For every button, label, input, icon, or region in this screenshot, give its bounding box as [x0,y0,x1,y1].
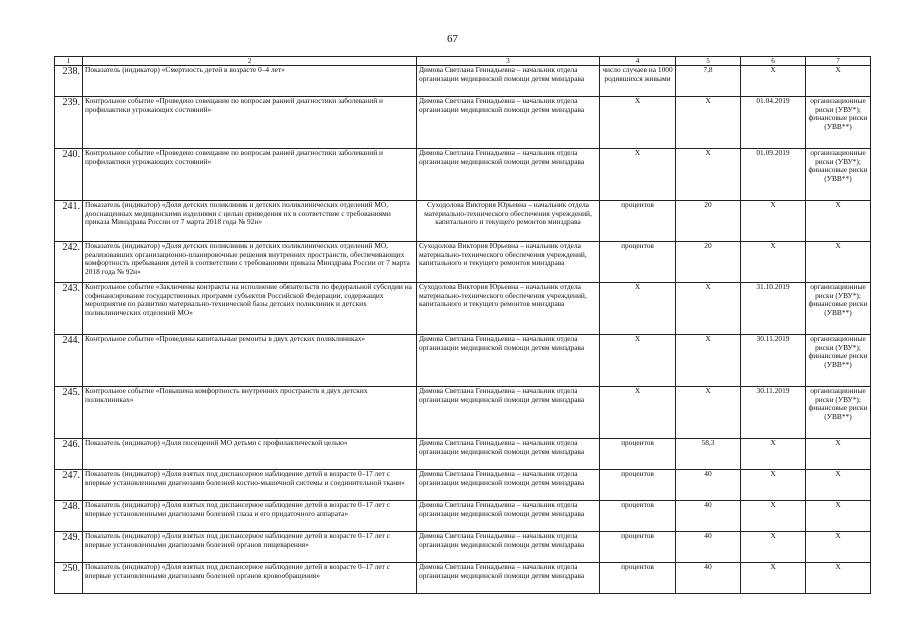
responsible-person: Димова Светлана Геннадьевна – начальник отдела организации медицинской помощи детям минздрава [417,501,600,532]
deadline-date: 30.11.2019 [741,335,806,387]
target-value: 20 [676,242,741,283]
row-number: 244. [55,335,83,387]
target-value: X [676,335,741,387]
risk-type: X [806,532,871,563]
indicators-table [54,56,871,594]
deadline-date: 01.09.2019 [741,149,806,201]
row-number: 238. [55,66,83,97]
deadline-date: X [741,563,806,594]
row-number: 250. [55,563,83,594]
header-cell: 5 [676,57,741,66]
unit-of-measure: процентов [600,242,676,283]
row-number: 245. [55,387,83,439]
indicator-name: Показатель (индикатор) «Смертность детей в возрасте 0–4 лет» [83,66,417,97]
indicator-name: Показатель (индикатор) «Доля взятых под диспансерное наблюдение детей в возрасте 0–17 лет с впервые установленными диагнозами болезней органов пищеварения» [83,532,417,563]
target-value: X [676,149,741,201]
responsible-person: Суходолова Виктория Юрьевна – начальник отдела материально-технического обеспечения учреждений, капитального и текущего ремонтов минздрава [417,242,600,283]
unit-of-measure: X [600,283,676,335]
risk-type: организационные риски (УВУ*); финансовые риски (УВВ**) [806,335,871,387]
table-row [55,335,871,387]
target-value: X [676,97,741,149]
unit-of-measure: процентов [600,501,676,532]
header-cell: 4 [600,57,676,66]
unit-of-measure: X [600,335,676,387]
indicator-name: Показатель (индикатор) «Доля взятых под диспансерное наблюдение детей в возрасте 0–17 лет с впервые установленными диагнозами болезней глаза и его придаточного аппарата» [83,501,417,532]
responsible-person: Димова Светлана Геннадьевна – начальник отдела организации медицинской помощи детям минздрава [417,335,600,387]
unit-of-measure: процентов [600,201,676,242]
header-cell: 1 [55,57,83,66]
indicator-name: Контрольное событие «Проведены капитальные ремонты в двух детских поликлиниках» [83,335,417,387]
responsible-person: Димова Светлана Геннадьевна – начальник отдела организации медицинской помощи детям минздрава [417,439,600,470]
responsible-person: Димова Светлана Геннадьевна – начальник отдела организации медицинской помощи детям минздрава [417,66,600,97]
risk-type: организационные риски (УВУ*); финансовые риски (УВВ**) [806,97,871,149]
risk-type: X [806,470,871,501]
target-value: 20 [676,201,741,242]
deadline-date: 31.10.2019 [741,283,806,335]
indicator-name: Показатель (индикатор) «Доля детских поликлиник и детских поликлинических отделений МО, дооснащенных медицинскими изделиями с целью приведения их в соответствие с требованиями приказа Минздрава России от 7 марта 2018 года № 92н» [83,201,417,242]
indicator-name: Показатель (индикатор) «Доля взятых под диспансерное наблюдение детей в возрасте 0–17 лет с впервые установленными диагнозами болезней костно-мышечной системы и соединительной ткани» [83,470,417,501]
row-number: 239. [55,97,83,149]
header-cell: 2 [83,57,417,66]
row-number: 242. [55,242,83,283]
unit-of-measure: число случаев на 1000 родившихся живыми [600,66,676,97]
unit-of-measure: X [600,387,676,439]
row-number: 243. [55,283,83,335]
table-row [55,563,871,594]
risk-type: организационные риски (УВУ*); финансовые риски (УВВ**) [806,387,871,439]
deadline-date: 01.04.2019 [741,97,806,149]
table-row [55,66,871,97]
indicator-name: Контрольное событие «Повышена комфортность внутренних пространств в двух детских поликлиниках» [83,387,417,439]
deadline-date: X [741,242,806,283]
unit-of-measure: X [600,97,676,149]
table-row [55,501,871,532]
risk-type: организационные риски (УВУ*); финансовые риски (УВВ**) [806,283,871,335]
indicator-name: Контрольное событие «Заключены контракты на исполнение обязательств по федеральной субсидии на софинансирование государственных программ субъектов Российской Федерации, содержащих мероприятия по развитию материально-технической базы детских поликлиник и детских поликлинических отделений МО» [83,283,417,335]
row-number: 248. [55,501,83,532]
header-cell: 7 [806,57,871,66]
risk-type: X [806,242,871,283]
deadline-date: X [741,532,806,563]
unit-of-measure: процентов [600,563,676,594]
row-number: 249. [55,532,83,563]
responsible-person: Димова Светлана Геннадьевна – начальник отдела организации медицинской помощи детям минздрава [417,387,600,439]
table-row [55,97,871,149]
row-number: 246. [55,439,83,470]
target-value: 40 [676,563,741,594]
table-row [55,470,871,501]
table-row [55,242,871,283]
deadline-date: X [741,470,806,501]
unit-of-measure: X [600,149,676,201]
deadline-date: X [741,439,806,470]
target-value: 58,3 [676,439,741,470]
target-value: X [676,387,741,439]
risk-type: X [806,501,871,532]
responsible-person: Димова Светлана Геннадьевна – начальник отдела организации медицинской помощи детям минздрава [417,470,600,501]
table-row [55,201,871,242]
target-value: 40 [676,470,741,501]
target-value: 40 [676,501,741,532]
deadline-date: X [741,66,806,97]
table-header-row [55,57,871,66]
responsible-person: Димова Светлана Геннадьевна – начальник отдела организации медицинской помощи детям минздрава [417,532,600,563]
responsible-person: Димова Светлана Геннадьевна – начальник отдела организации медицинской помощи детям минздрава [417,149,600,201]
table-row [55,149,871,201]
table-row [55,439,871,470]
row-number: 240. [55,149,83,201]
table-row [55,387,871,439]
deadline-date: X [741,201,806,242]
unit-of-measure: процентов [600,532,676,563]
deadline-date: 30.11.2019 [741,387,806,439]
responsible-person: Димова Светлана Геннадьевна – начальник отдела организации медицинской помощи детям минздрава [417,97,600,149]
header-cell: 6 [741,57,806,66]
indicator-name: Показатель (индикатор) «Доля посещений МО детьми с профилактической целью» [83,439,417,470]
risk-type: X [806,201,871,242]
row-number: 247. [55,470,83,501]
risk-type: организационные риски (УВУ*); финансовые риски (УВВ**) [806,149,871,201]
deadline-date: X [741,501,806,532]
target-value: 40 [676,532,741,563]
risk-type: X [806,66,871,97]
indicator-name: Контрольное событие «Проведено совещание по вопросам ранней диагностики заболеваний и профилактики угрожающих состояний» [83,97,417,149]
page-number: 67 [447,33,458,45]
risk-type: X [806,439,871,470]
responsible-person: Суходолова Виктория Юрьевна – начальник отдела материально-технического обеспечения учреждений, капитального и текущего ремонтов минздрава [417,283,600,335]
indicator-name: Контрольное событие «Проведено совещание по вопросам ранней диагностики заболеваний и профилактики угрожающих состояний» [83,149,417,201]
unit-of-measure: процентов [600,439,676,470]
risk-type: X [806,563,871,594]
unit-of-measure: процентов [600,470,676,501]
indicator-name: Показатель (индикатор) «Доля взятых под диспансерное наблюдение детей в возрасте 0–17 лет с впервые установленными диагнозами болезней органов кровообращения» [83,563,417,594]
target-value: 7,8 [676,66,741,97]
table-row [55,532,871,563]
header-cell: 3 [417,57,600,66]
row-number: 241. [55,201,83,242]
table-row [55,283,871,335]
responsible-person: Суходолова Виктория Юрьевна – начальник отдела материально-технического обеспечения учреждений, капитального и текущего ремонтов минздрава [417,201,600,242]
indicator-name: Показатель (индикатор) «Доля детских поликлиник и детских поликлинических отделений МО, реализовавших организационно-планировочные решения внутренних пространств, обеспечивающих комфортность пребывания детей в соответствии с требованиями приказа Минздрава России от 7 марта 2018 года № 92н» [83,242,417,283]
target-value: X [676,283,741,335]
responsible-person: Димова Светлана Геннадьевна – начальник отдела организации медицинской помощи детям минздрава [417,563,600,594]
